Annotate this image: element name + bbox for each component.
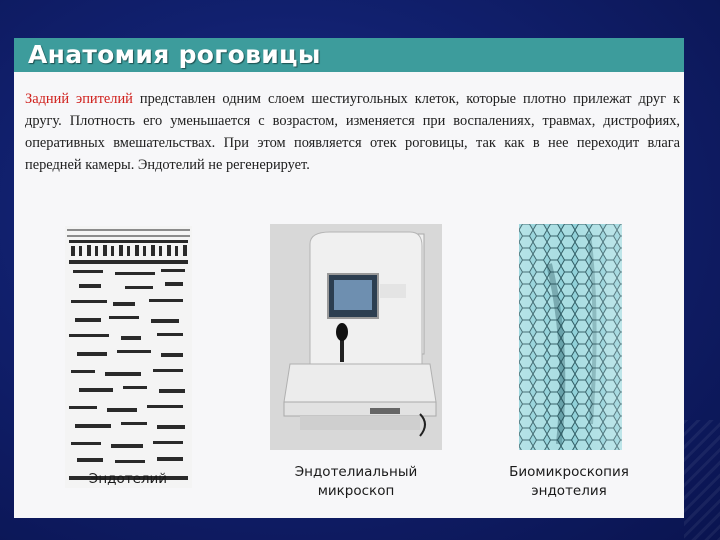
slide bbox=[14, 38, 684, 518]
caption-biomicroscopy-line2: эндотелия bbox=[531, 483, 607, 499]
body-text bbox=[25, 88, 680, 176]
caption-biomicroscopy-line1: Биомикроскопия bbox=[509, 464, 629, 480]
highlighted-term: Задний эпителий bbox=[25, 91, 133, 107]
caption-microscope-line2: микроскоп bbox=[317, 483, 395, 499]
caption-biomicroscopy bbox=[494, 463, 644, 501]
endothelium-biomicroscopy-image bbox=[519, 224, 622, 450]
slide-title: Анатомия роговицы bbox=[28, 40, 321, 69]
caption-endothelium bbox=[78, 470, 178, 489]
body-text-rest: представлен одним слоем шестиугольных клеток, которые плотно прилежат друг к другу. Плотность его уменьшается с возрастом, изменяется при воспалениях, травмах, дистрофиях, оперативных вмешательствах. При этом появляется отек роговицы, так как в нее переходит влага передней камеры. Эндотелий не регенерирует. bbox=[25, 91, 680, 173]
title-bar bbox=[14, 38, 684, 72]
endothelial-microscope-image bbox=[270, 224, 442, 450]
caption-microscope-line1: Эндотелиальный bbox=[294, 464, 418, 480]
caption-microscope bbox=[276, 463, 436, 501]
endothelium-histology-image bbox=[65, 226, 192, 488]
caption-endothelium-line1: Эндотелий bbox=[88, 471, 168, 487]
background-pattern bbox=[684, 420, 720, 540]
